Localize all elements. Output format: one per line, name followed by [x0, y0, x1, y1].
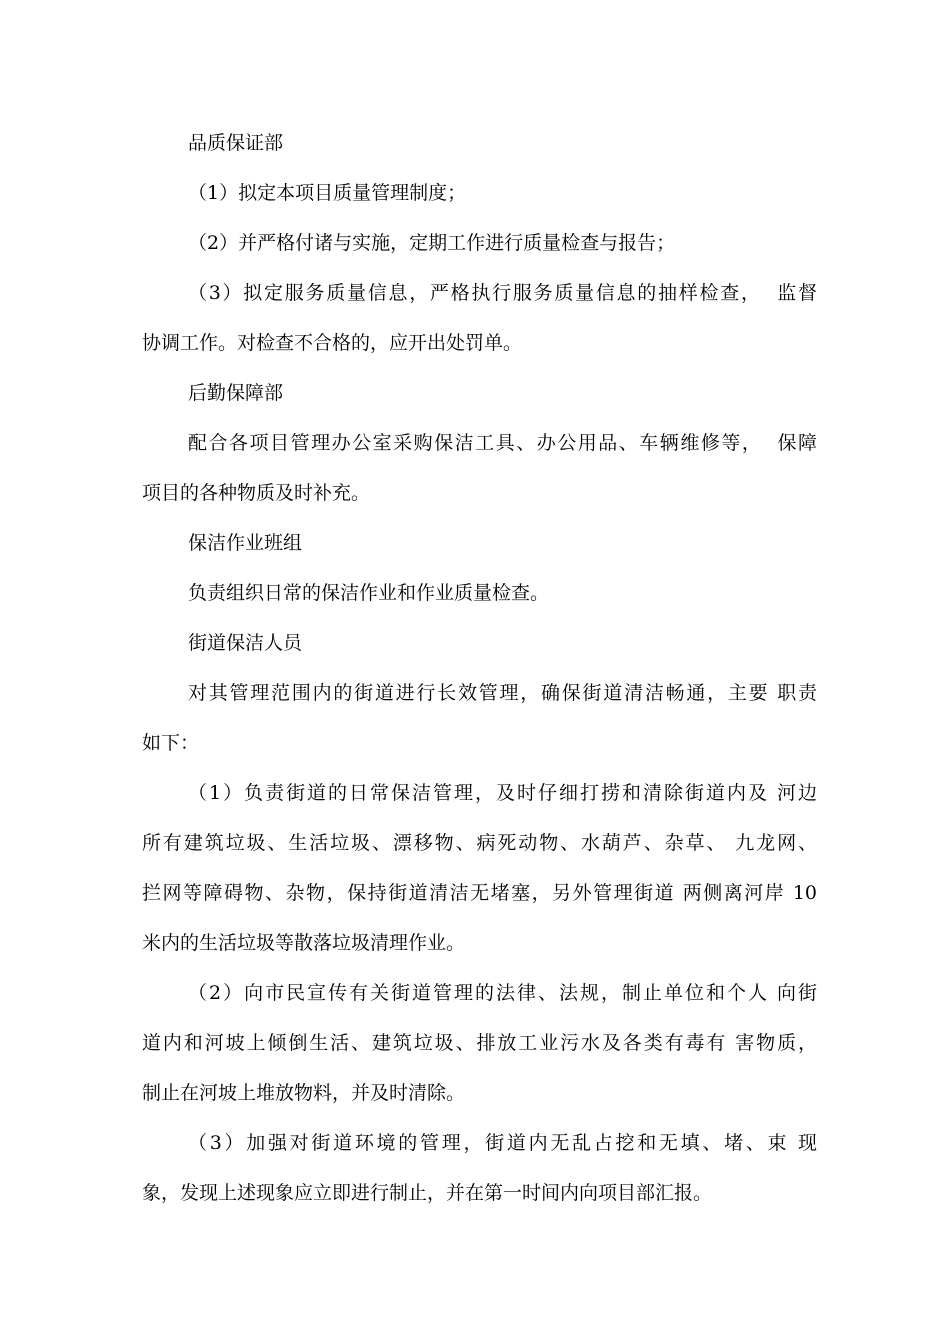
paragraph-line: 如下：	[142, 732, 200, 754]
paragraph-line: 配合各项目管理办公室采购保洁工具、办公用品、车辆维修等， 保障	[188, 432, 817, 454]
section-heading	[142, 528, 817, 558]
paragraph	[142, 278, 817, 358]
paragraph-line: 制止在河坡上堆放物料，并及时清除。	[142, 1082, 466, 1104]
paragraph-line: （2）向市民宣传有关街道管理的法律、法规，制止单位和个人 向街	[188, 982, 817, 1004]
paragraph-line: 米内的生活垃圾等散落垃圾清理作业。	[142, 932, 466, 954]
paragraph	[142, 778, 817, 958]
paragraph-line: （2）并严格付诸与实施，定期工作进行质量检查与报告；	[188, 232, 676, 254]
section-heading	[142, 378, 817, 408]
paragraph	[142, 228, 817, 258]
paragraph	[142, 428, 817, 508]
paragraph	[142, 978, 817, 1108]
document-body	[142, 128, 817, 1228]
heading-text: 后勤保障部	[188, 382, 284, 404]
paragraph-line: （1）拟定本项目质量管理制度；	[188, 182, 467, 204]
paragraph-line: 道内和河坡上倾倒生活、建筑垃圾、排放工业污水及各类有毒有 害物质，	[142, 1032, 817, 1054]
paragraph-line: （3）拟定服务质量信息，严格执行服务质量信息的抽样检查， 监督	[188, 282, 817, 304]
paragraph-line: 协调工作。对检查不合格的，应开出处罚单。	[142, 332, 523, 354]
paragraph	[142, 1128, 817, 1208]
paragraph-line: 对其管理范围内的街道进行长效管理，确保街道清洁畅通，主要 职责	[188, 682, 817, 704]
paragraph	[142, 178, 817, 208]
section-heading	[142, 628, 817, 658]
paragraph-line: 负责组织日常的保洁作业和作业质量检查。	[188, 582, 550, 604]
paragraph-line: 象，发现上述现象应立即进行制止，并在第一时间内向项目部汇报。	[142, 1182, 713, 1204]
paragraph-line: 项目的各种物质及时补充。	[142, 482, 371, 504]
heading-text: 品质保证部	[188, 132, 284, 154]
paragraph-line: 所有建筑垃圾、生活垃圾、漂移物、病死动物、水葫芦、杂草、 九龙网、	[142, 832, 817, 854]
paragraph-line: （1）负责街道的日常保洁管理，及时仔细打捞和清除街道内及 河边	[188, 782, 817, 804]
paragraph-line: （3）加强对街道环境的管理，街道内无乱占挖和无填、堵、束 现	[188, 1132, 817, 1154]
section-heading	[142, 128, 817, 158]
paragraph-line: 拦网等障碍物、杂物，保持街道清洁无堵塞，另外管理街道 两侧离河岸 10	[142, 882, 817, 904]
heading-text: 街道保洁人员	[188, 632, 303, 654]
paragraph	[142, 678, 817, 758]
heading-text: 保洁作业班组	[188, 532, 303, 554]
paragraph	[142, 578, 817, 608]
